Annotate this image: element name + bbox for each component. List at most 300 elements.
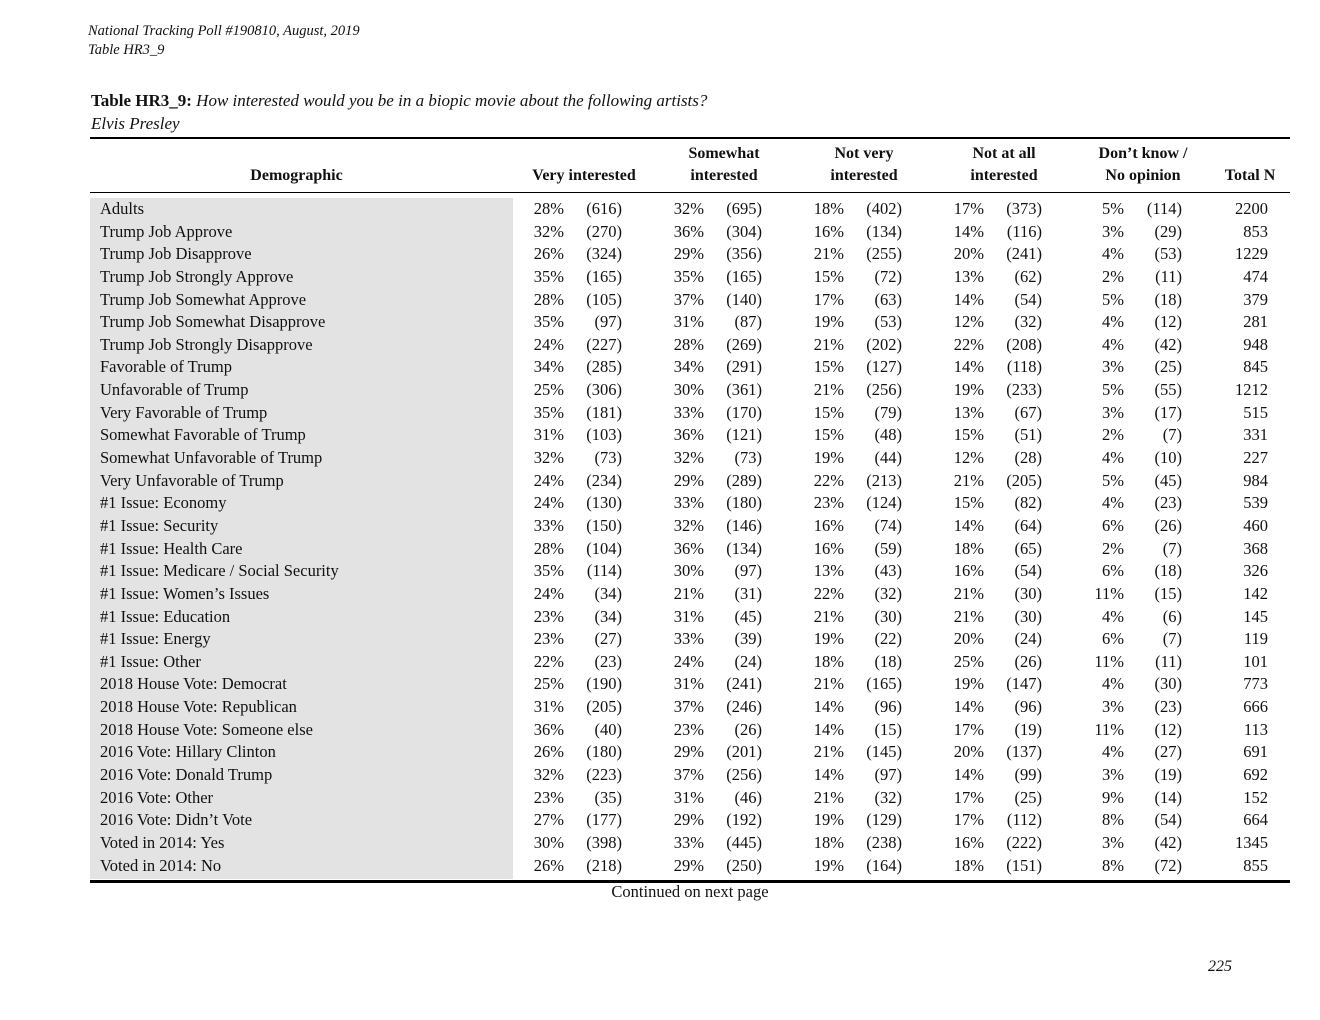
col-header-not-very-line1: Not very [834,145,894,162]
row-total: 113 [1243,719,1268,739]
row-percent: 4% [1102,448,1124,468]
row-percent: 21% [813,334,844,354]
row-percent: 26% [533,855,564,875]
row-percent: 22% [813,470,844,490]
row-percent: 17% [953,199,984,218]
row-percent: 24% [533,470,564,490]
row-percent: 29% [673,742,704,762]
row-count: (402) [866,199,902,218]
row-total: 692 [1243,765,1268,785]
row-count: (121) [726,425,762,445]
row-percent: 32% [533,448,564,468]
row-percent: 11% [1094,719,1124,739]
table-row [90,809,1290,832]
row-count: (35) [594,787,622,807]
row-percent: 4% [1102,312,1124,332]
row-demographic: Favorable of Trump [100,357,232,377]
row-percent: 25% [533,674,564,694]
row-percent: 4% [1102,334,1124,354]
row-count: (55) [1154,380,1182,400]
row-percent: 21% [673,583,704,603]
row-count: (96) [1014,697,1042,717]
row-count: (48) [874,425,902,445]
row-count: (18) [1154,561,1182,581]
row-total: 145 [1243,606,1268,626]
row-percent: 32% [673,199,704,218]
row-demographic: Trump Job Somewhat Disapprove [100,312,326,332]
table-title [91,89,707,135]
row-percent: 15% [953,493,984,513]
row-demographic: #1 Issue: Economy [100,493,227,513]
row-percent: 12% [953,312,984,332]
col-header-not-at-all-line1: Not at all [972,145,1036,162]
row-count: (165) [586,266,622,286]
row-count: (130) [586,493,622,513]
row-percent: 16% [953,832,984,852]
row-percent: 37% [673,289,704,309]
row-total: 2200 [1235,199,1268,218]
row-count: (306) [586,380,622,400]
row-percent: 2% [1102,425,1124,445]
row-count: (32) [1014,312,1042,332]
col-header-demographic: Demographic [250,167,343,184]
row-percent: 31% [673,312,704,332]
row-demographic: Trump Job Somewhat Approve [100,289,307,309]
row-percent: 23% [533,787,564,807]
row-count: (30) [1014,583,1042,603]
row-percent: 36% [673,221,704,241]
row-demographic: #1 Issue: Education [100,606,231,626]
row-count: (223) [586,765,622,785]
row-percent: 28% [533,289,564,309]
table-subtitle: Elvis Presley [91,114,180,133]
row-percent: 37% [673,765,704,785]
row-count: (104) [586,538,622,558]
row-percent: 24% [533,493,564,513]
row-demographic: Somewhat Unfavorable of Trump [100,448,323,468]
row-percent: 29% [673,855,704,875]
row-count: (87) [734,312,762,332]
row-percent: 36% [673,425,704,445]
row-percent: 15% [813,402,844,422]
row-percent: 36% [673,538,704,558]
row-percent: 5% [1102,199,1124,218]
header-rule [90,192,1290,193]
row-percent: 5% [1102,289,1124,309]
row-count: (361) [726,380,762,400]
row-count: (18) [1154,289,1182,309]
row-percent: 3% [1102,697,1124,717]
row-count: (24) [1014,629,1042,649]
row-count: (114) [586,561,622,581]
row-percent: 24% [533,583,564,603]
row-percent: 28% [673,334,704,354]
row-count: (151) [1006,855,1042,875]
row-count: (12) [1154,719,1182,739]
col-header-total-n: Total N [1224,167,1276,184]
row-demographic: 2018 House Vote: Someone else [100,719,313,739]
row-count: (165) [726,266,762,286]
row-percent: 19% [813,629,844,649]
row-demographic: 2016 Vote: Didn’t Vote [100,810,253,830]
row-count: (6) [1162,606,1182,626]
row-percent: 29% [673,244,704,264]
row-demographic: Trump Job Strongly Disapprove [100,334,313,354]
row-count: (105) [586,289,622,309]
row-count: (227) [586,334,622,354]
row-percent: 14% [813,719,844,739]
row-percent: 31% [673,674,704,694]
row-percent: 35% [533,402,564,422]
row-percent: 4% [1102,493,1124,513]
row-demographic: Trump Job Approve [100,221,233,241]
row-demographic: Very Unfavorable of Trump [100,470,284,490]
row-count: (165) [866,674,902,694]
row-percent: 22% [953,334,984,354]
table-row [90,424,1290,447]
row-count: (54) [1154,810,1182,830]
row-count: (180) [726,493,762,513]
row-percent: 3% [1102,221,1124,241]
row-count: (32) [874,787,902,807]
row-percent: 30% [673,561,704,581]
row-demographic: Adults [100,199,145,218]
row-total: 1229 [1235,244,1268,264]
row-percent: 29% [673,810,704,830]
row-percent: 32% [673,448,704,468]
row-percent: 33% [673,402,704,422]
row-percent: 30% [533,832,564,852]
row-percent: 32% [673,515,704,535]
row-count: (695) [726,199,762,218]
row-count: (213) [866,470,902,490]
row-demographic: 2016 Vote: Donald Trump [100,765,273,785]
table-row [90,538,1290,561]
row-percent: 33% [673,493,704,513]
row-percent: 18% [813,832,844,852]
row-count: (26) [734,719,762,739]
row-demographic: #1 Issue: Women’s Issues [100,583,270,603]
row-total: 1345 [1235,832,1268,852]
row-count: (30) [874,606,902,626]
table-row [90,560,1290,583]
row-count: (170) [726,402,762,422]
row-percent: 21% [813,742,844,762]
row-percent: 21% [953,470,984,490]
table-row [90,470,1290,493]
row-count: (73) [594,448,622,468]
row-count: (62) [1014,266,1042,286]
row-count: (116) [1006,221,1042,241]
table-row [90,198,1290,221]
row-percent: 14% [953,289,984,309]
row-total: 666 [1243,697,1268,717]
row-count: (31) [734,583,762,603]
row-count: (15) [1154,583,1182,603]
row-count: (190) [586,674,622,694]
row-count: (97) [594,312,622,332]
row-percent: 16% [953,561,984,581]
row-percent: 20% [953,742,984,762]
row-count: (54) [1014,561,1042,581]
row-total: 474 [1243,266,1268,286]
row-percent: 24% [673,651,704,671]
row-count: (233) [1006,380,1042,400]
row-total: 984 [1243,470,1268,490]
row-count: (11) [1155,651,1182,671]
table-row [90,221,1290,244]
row-count: (222) [1006,832,1042,852]
table-body [90,198,1290,877]
row-count: (15) [874,719,902,739]
row-count: (72) [874,266,902,286]
row-percent: 19% [813,810,844,830]
row-percent: 3% [1102,402,1124,422]
row-total: 379 [1243,289,1268,309]
row-total: 515 [1243,402,1268,422]
table-row [90,651,1290,674]
row-demographic: Very Favorable of Trump [100,402,268,422]
row-percent: 14% [953,357,984,377]
row-count: (44) [874,448,902,468]
row-percent: 33% [673,832,704,852]
row-total: 119 [1243,629,1268,649]
row-total: 368 [1243,538,1268,558]
table-row [90,289,1290,312]
row-count: (137) [1006,742,1042,762]
row-percent: 4% [1102,244,1124,264]
row-percent: 4% [1102,674,1124,694]
row-percent: 28% [533,199,564,218]
table-row [90,515,1290,538]
row-count: (114) [1146,199,1182,218]
col-header-very-interested: Very interested [532,167,636,184]
row-percent: 23% [673,719,704,739]
row-demographic: #1 Issue: Other [100,651,201,671]
row-percent: 17% [953,787,984,807]
table-row [90,402,1290,425]
row-percent: 29% [673,470,704,490]
row-percent: 19% [953,674,984,694]
row-percent: 3% [1102,832,1124,852]
row-percent: 25% [533,380,564,400]
row-count: (24) [734,651,762,671]
row-percent: 21% [953,583,984,603]
row-count: (12) [1154,312,1182,332]
row-percent: 5% [1102,380,1124,400]
row-total: 142 [1243,583,1268,603]
row-percent: 14% [813,697,844,717]
row-percent: 20% [953,244,984,264]
row-percent: 15% [953,425,984,445]
row-count: (23) [1154,697,1182,717]
row-count: (234) [586,470,622,490]
table-top-rule [90,137,1290,139]
row-percent: 2% [1102,266,1124,286]
row-count: (445) [726,832,762,852]
row-percent: 21% [813,787,844,807]
row-demographic: Voted in 2014: No [100,855,222,875]
row-percent: 35% [533,266,564,286]
row-count: (7) [1162,538,1182,558]
row-percent: 31% [673,606,704,626]
row-percent: 22% [533,651,564,671]
table-row [90,764,1290,787]
row-percent: 18% [953,855,984,875]
row-count: (238) [866,832,902,852]
row-count: (255) [866,244,902,264]
row-count: (256) [866,380,902,400]
row-demographic: Trump Job Strongly Approve [100,266,294,286]
table-row [90,311,1290,334]
table-row [90,606,1290,629]
row-count: (74) [874,515,902,535]
row-percent: 37% [673,697,704,717]
row-demographic: Unfavorable of Trump [100,380,249,400]
row-count: (246) [726,697,762,717]
table-row [90,583,1290,606]
row-count: (43) [874,561,902,581]
row-count: (7) [1162,425,1182,445]
row-count: (72) [1154,855,1182,875]
row-count: (270) [586,221,622,241]
table-row [90,741,1290,764]
table-row [90,719,1290,742]
row-total: 326 [1243,561,1268,581]
row-count: (32) [874,583,902,603]
row-percent: 21% [813,244,844,264]
row-count: (67) [1014,402,1042,422]
row-percent: 3% [1102,765,1124,785]
row-count: (616) [586,199,622,218]
row-percent: 16% [813,515,844,535]
row-total: 227 [1243,448,1268,468]
row-percent: 17% [813,289,844,309]
row-percent: 8% [1102,810,1124,830]
row-percent: 21% [813,606,844,626]
row-count: (25) [1154,357,1182,377]
row-count: (269) [726,334,762,354]
row-percent: 4% [1102,742,1124,762]
row-demographic: Somewhat Favorable of Trump [100,425,306,445]
row-count: (54) [1014,289,1042,309]
row-percent: 2% [1102,538,1124,558]
row-percent: 6% [1102,561,1124,581]
row-percent: 21% [813,674,844,694]
row-demographic: Voted in 2014: Yes [100,832,225,852]
row-count: (103) [586,425,622,445]
row-percent: 11% [1094,583,1124,603]
col-header-dont-know-line2: No opinion [1105,167,1181,184]
continued-note: Continued on next page [611,882,769,901]
row-demographic: #1 Issue: Security [100,515,219,535]
table-row [90,696,1290,719]
row-percent: 5% [1102,470,1124,490]
table-row [90,855,1290,878]
row-count: (25) [1014,787,1042,807]
row-percent: 30% [673,380,704,400]
row-total: 152 [1243,787,1268,807]
row-count: (59) [874,538,902,558]
row-percent: 21% [813,380,844,400]
row-percent: 18% [813,199,844,218]
row-count: (30) [1014,606,1042,626]
row-count: (150) [586,515,622,535]
row-count: (129) [866,810,902,830]
row-count: (46) [734,787,762,807]
row-percent: 9% [1102,787,1124,807]
row-count: (97) [874,765,902,785]
row-count: (112) [1006,810,1042,830]
row-count: (23) [1154,493,1182,513]
row-percent: 17% [953,719,984,739]
row-count: (181) [586,402,622,422]
table-row [90,832,1290,855]
row-count: (285) [586,357,622,377]
row-count: (324) [586,244,622,264]
table-title-question: How interested would you be in a biopic movie about the following artists? [196,91,708,110]
row-percent: 23% [533,606,564,626]
row-count: (140) [726,289,762,309]
row-count: (51) [1014,425,1042,445]
row-percent: 23% [533,629,564,649]
poll-title: National Tracking Poll #190810, August, 2019 [88,23,360,39]
row-percent: 28% [533,538,564,558]
row-percent: 19% [813,312,844,332]
table-row [90,266,1290,289]
row-percent: 11% [1094,651,1124,671]
row-percent: 24% [533,334,564,354]
row-count: (64) [1014,515,1042,535]
row-total: 855 [1243,855,1268,875]
row-percent: 33% [673,629,704,649]
table-row [90,243,1290,266]
row-count: (45) [1154,470,1182,490]
row-count: (65) [1014,538,1042,558]
row-count: (134) [726,538,762,558]
row-count: (82) [1014,493,1042,513]
row-percent: 18% [953,538,984,558]
row-count: (192) [726,810,762,830]
row-count: (304) [726,221,762,241]
row-percent: 36% [533,719,564,739]
row-percent: 16% [813,221,844,241]
row-count: (99) [1014,765,1042,785]
row-total: 948 [1243,334,1268,354]
row-percent: 14% [953,515,984,535]
col-header-dont-know-line1: Don’t know / [1098,145,1188,162]
row-count: (28) [1014,448,1042,468]
table-row [90,334,1290,357]
row-percent: 31% [533,425,564,445]
row-percent: 15% [813,357,844,377]
table-row [90,447,1290,470]
row-count: (205) [1006,470,1042,490]
row-count: (147) [1006,674,1042,694]
row-count: (27) [1154,742,1182,762]
table-row [90,379,1290,402]
row-count: (356) [726,244,762,264]
row-percent: 33% [533,515,564,535]
row-percent: 4% [1102,606,1124,626]
row-count: (42) [1154,832,1182,852]
row-total: 460 [1243,515,1268,535]
row-count: (127) [866,357,902,377]
row-demographic: #1 Issue: Energy [100,629,211,649]
row-percent: 22% [813,583,844,603]
table-row [90,356,1290,379]
row-total: 1212 [1235,380,1268,400]
